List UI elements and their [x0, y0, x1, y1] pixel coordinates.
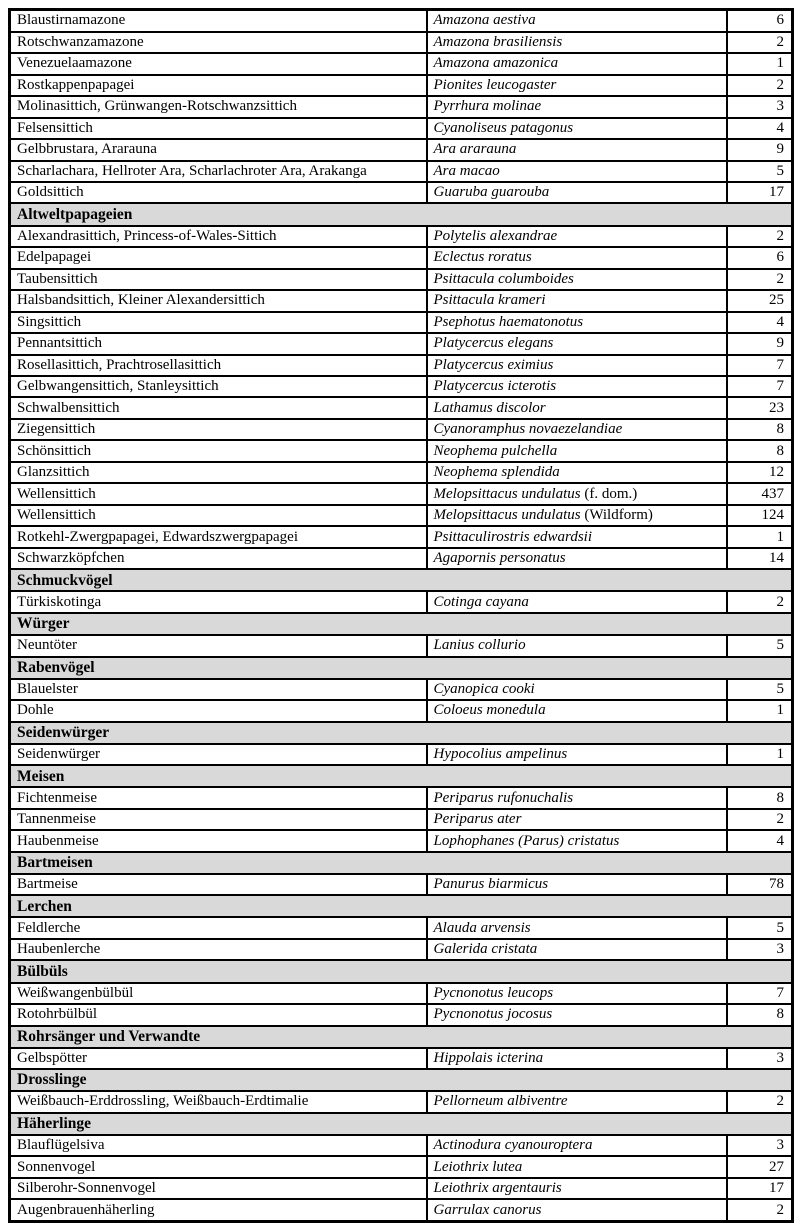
section-header-row	[10, 613, 793, 635]
species-row	[10, 983, 793, 1004]
scientific-name-cell	[427, 1135, 727, 1156]
common-name-cell: Halsbandsittich, Kleiner Alexandersittich	[10, 290, 427, 311]
scientific-name-cell	[427, 830, 727, 851]
count-cell: 3	[727, 1048, 793, 1069]
section-header-label: Bartmeisen	[10, 852, 793, 874]
common-name-cell: Singsittich	[10, 312, 427, 333]
scientific-name-cell	[427, 312, 727, 333]
scientific-name-italic: Amazona brasiliensis	[433, 33, 563, 50]
count-cell: 7	[727, 355, 793, 376]
count-cell: 23	[727, 397, 793, 418]
scientific-name-italic: Actinodura cyanouroptera	[433, 1137, 593, 1154]
species-row	[10, 333, 793, 354]
scientific-name-cell	[427, 874, 727, 895]
common-name-cell: Alexandrasittich, Princess-of-Wales-Sittich	[10, 226, 427, 247]
scientific-name-italic: Platycercus elegans	[433, 335, 554, 352]
scientific-name-italic: Lophophanes (Parus) cristatus	[433, 832, 620, 849]
scientific-name-italic: Platycercus eximius	[433, 356, 554, 373]
count-cell: 3	[727, 939, 793, 960]
section-header-row	[10, 960, 793, 982]
common-name-cell: Wellensittich	[10, 483, 427, 504]
scientific-name-italic: Cotinga cayana	[433, 593, 529, 610]
scientific-name-cell	[427, 440, 727, 461]
species-row	[10, 483, 793, 504]
scientific-name-cell	[427, 32, 727, 53]
common-name-cell: Molinasittich, Grünwangen-Rotschwanzsittich	[10, 96, 427, 117]
species-row	[10, 269, 793, 290]
scientific-name-cell	[427, 1156, 727, 1177]
common-name-cell: Dohle	[10, 700, 427, 721]
species-row	[10, 161, 793, 182]
common-name-cell: Fichtenmeise	[10, 787, 427, 808]
count-cell: 4	[727, 312, 793, 333]
scientific-name-cell	[427, 10, 727, 32]
scientific-name-italic: Ara macao	[433, 162, 500, 179]
species-row	[10, 679, 793, 700]
scientific-name-cell	[427, 290, 727, 311]
common-name-cell: Weißwangenbülbül	[10, 983, 427, 1004]
count-cell: 2	[727, 269, 793, 290]
count-cell: 12	[727, 462, 793, 483]
species-row	[10, 1004, 793, 1025]
count-cell: 2	[727, 1091, 793, 1112]
common-name-cell: Rotkehl-Zwergpapagei, Edwardszwergpapagei	[10, 526, 427, 547]
species-row	[10, 939, 793, 960]
common-name-cell: Sonnenvogel	[10, 1156, 427, 1177]
scientific-name-cell	[427, 787, 727, 808]
count-cell: 6	[727, 10, 793, 32]
scientific-name-cell	[427, 983, 727, 1004]
scientific-name-italic: Platycercus icterotis	[433, 378, 557, 395]
common-name-cell: Blaustirnamazone	[10, 10, 427, 32]
species-row	[10, 744, 793, 765]
section-header-row	[10, 765, 793, 787]
scientific-name-italic: Guaruba guarouba	[433, 184, 550, 201]
species-row	[10, 376, 793, 397]
count-cell: 4	[727, 118, 793, 139]
table-body	[10, 10, 793, 1222]
count-cell: 7	[727, 983, 793, 1004]
species-row	[10, 1178, 793, 1199]
scientific-name-italic: Neophema splendida	[433, 464, 560, 481]
scientific-name-italic: Ara ararauna	[433, 141, 517, 158]
scientific-name-italic: Agapornis personatus	[433, 550, 566, 567]
common-name-cell: Rostkappenpapagei	[10, 75, 427, 96]
scientific-name-italic: Hippolais icterina	[433, 1049, 544, 1066]
section-header-label: Lerchen	[10, 895, 793, 917]
common-name-cell: Augenbrauenhäherling	[10, 1199, 427, 1221]
count-cell: 5	[727, 917, 793, 938]
scientific-name-cell	[427, 1091, 727, 1112]
scientific-name-cell	[427, 376, 727, 397]
section-header-row	[10, 852, 793, 874]
scientific-name-italic: Cyanopica cooki	[433, 680, 535, 697]
scientific-name-cell	[427, 917, 727, 938]
scientific-name-cell	[427, 744, 727, 765]
scientific-name-italic: Lanius collurio	[433, 637, 526, 654]
scientific-name-italic: Pionites leucogaster	[433, 76, 557, 93]
common-name-cell: Ziegensittich	[10, 419, 427, 440]
count-cell: 5	[727, 635, 793, 656]
species-row	[10, 1156, 793, 1177]
species-row	[10, 226, 793, 247]
scientific-name-cell	[427, 139, 727, 160]
scientific-name-italic: Cyanoramphus novaezelandiae	[433, 421, 623, 438]
species-row	[10, 917, 793, 938]
scientific-name-cell	[427, 679, 727, 700]
count-cell: 8	[727, 419, 793, 440]
count-cell: 5	[727, 161, 793, 182]
species-row	[10, 787, 793, 808]
species-row	[10, 1135, 793, 1156]
scientific-name-cell: Melopsittacus undulatus (f. dom.)	[427, 483, 727, 504]
scientific-name-cell	[427, 333, 727, 354]
common-name-cell: Seidenwürger	[10, 744, 427, 765]
section-header-row	[10, 203, 793, 225]
species-row	[10, 548, 793, 569]
common-name-cell: Rotschwanzamazone	[10, 32, 427, 53]
count-cell: 2	[727, 75, 793, 96]
scientific-name-cell	[427, 809, 727, 830]
scientific-name-cell	[427, 591, 727, 612]
species-row	[10, 419, 793, 440]
scientific-name-cell	[427, 75, 727, 96]
section-header-label: Meisen	[10, 765, 793, 787]
scientific-name-italic: Psephotus haematonotus	[433, 313, 584, 330]
common-name-cell: Scharlachara, Hellroter Ara, Scharlachroter Ara, Arakanga	[10, 161, 427, 182]
scientific-name-cell	[427, 1178, 727, 1199]
count-cell: 1	[727, 700, 793, 721]
species-row	[10, 1048, 793, 1069]
species-row	[10, 700, 793, 721]
count-cell: 3	[727, 96, 793, 117]
count-cell: 14	[727, 548, 793, 569]
scientific-name-italic: Amazona amazonica	[433, 55, 559, 72]
scientific-name-cell	[427, 269, 727, 290]
common-name-cell: Türkiskotinga	[10, 591, 427, 612]
section-header-label: Schmuckvögel	[10, 569, 793, 591]
scientific-name-italic: Leiothrix argentauris	[433, 1180, 562, 1197]
species-row	[10, 397, 793, 418]
count-cell: 17	[727, 182, 793, 203]
scientific-name-italic: Coloeus monedula	[433, 702, 546, 719]
common-name-cell: Tannenmeise	[10, 809, 427, 830]
count-cell: 1	[727, 744, 793, 765]
species-row	[10, 462, 793, 483]
section-header-row	[10, 1113, 793, 1135]
species-row	[10, 830, 793, 851]
section-header-label: Rohrsänger und Verwandte	[10, 1026, 793, 1048]
scientific-name-italic: Garrulax canorus	[433, 1201, 542, 1218]
common-name-cell: Haubenlerche	[10, 939, 427, 960]
scientific-name-italic: Eclectus roratus	[433, 249, 532, 266]
species-row	[10, 505, 793, 526]
section-header-label: Bülbüls	[10, 960, 793, 982]
common-name-cell: Taubensittich	[10, 269, 427, 290]
common-name-cell: Edelpapagei	[10, 247, 427, 268]
scientific-name-italic: Psittacula krameri	[433, 292, 546, 309]
count-cell: 4	[727, 830, 793, 851]
common-name-cell: Schönsittich	[10, 440, 427, 461]
scientific-name-italic: Melopsittacus undulatus	[433, 507, 581, 524]
scientific-name-italic: Amazona aestiva	[433, 12, 536, 29]
count-cell: 2	[727, 32, 793, 53]
count-cell: 8	[727, 787, 793, 808]
scientific-name-cell	[427, 1199, 727, 1221]
scientific-name-cell	[427, 182, 727, 203]
common-name-cell: Silberohr-Sonnenvogel	[10, 1178, 427, 1199]
common-name-cell: Venezuelaamazone	[10, 53, 427, 74]
common-name-cell: Blauelster	[10, 679, 427, 700]
common-name-cell: Gelbwangensittich, Stanleysittich	[10, 376, 427, 397]
species-row	[10, 591, 793, 612]
species-row	[10, 635, 793, 656]
common-name-cell: Felsensittich	[10, 118, 427, 139]
section-header-label: Rabenvögel	[10, 657, 793, 679]
section-header-row	[10, 1069, 793, 1091]
species-row	[10, 440, 793, 461]
count-cell: 1	[727, 526, 793, 547]
count-cell: 3	[727, 1135, 793, 1156]
species-row	[10, 1199, 793, 1221]
count-cell: 1	[727, 53, 793, 74]
scientific-name-italic: Periparus ater	[433, 811, 522, 828]
scientific-name-cell	[427, 635, 727, 656]
count-cell: 78	[727, 874, 793, 895]
count-cell: 437	[727, 483, 793, 504]
species-row	[10, 247, 793, 268]
species-row	[10, 312, 793, 333]
common-name-cell: Weißbauch-Erddrossling, Weißbauch-Erdtimalie	[10, 1091, 427, 1112]
species-row	[10, 118, 793, 139]
scientific-name-italic: Polytelis alexandrae	[433, 227, 558, 244]
scientific-name-cell	[427, 526, 727, 547]
scientific-name-italic: Lathamus discolor	[433, 399, 546, 416]
count-cell: 9	[727, 139, 793, 160]
section-header-label: Seidenwürger	[10, 722, 793, 744]
scientific-name-cell	[427, 700, 727, 721]
section-header-label: Altweltpapageien	[10, 203, 793, 225]
section-header-row	[10, 657, 793, 679]
count-cell: 7	[727, 376, 793, 397]
common-name-cell: Schwarzköpfchen	[10, 548, 427, 569]
common-name-cell: Gelbspötter	[10, 1048, 427, 1069]
count-cell: 27	[727, 1156, 793, 1177]
species-row	[10, 290, 793, 311]
species-row	[10, 809, 793, 830]
common-name-cell: Rosellasittich, Prachtrosellasittich	[10, 355, 427, 376]
section-header-row	[10, 895, 793, 917]
species-row	[10, 526, 793, 547]
scientific-name-italic: Psittacula columboides	[433, 270, 574, 287]
scientific-name-cell	[427, 462, 727, 483]
section-header-label: Würger	[10, 613, 793, 635]
scientific-name-italic: Melopsittacus undulatus	[433, 485, 581, 502]
common-name-cell: Blauflügelsiva	[10, 1135, 427, 1156]
species-row	[10, 75, 793, 96]
common-name-cell: Goldsittich	[10, 182, 427, 203]
section-header-row	[10, 722, 793, 744]
species-row	[10, 874, 793, 895]
scientific-name-italic: Periparus rufonuchalis	[433, 789, 574, 806]
count-cell: 25	[727, 290, 793, 311]
common-name-cell: Bartmeise	[10, 874, 427, 895]
scientific-name-italic: Psittaculirostris edwardsii	[433, 528, 592, 545]
scientific-name-italic: Galerida cristata	[433, 941, 538, 958]
scientific-name-italic: Cyanoliseus patagonus	[433, 119, 574, 136]
scientific-name-italic: Leiothrix lutea	[433, 1158, 523, 1175]
common-name-cell: Pennantsittich	[10, 333, 427, 354]
section-header-row	[10, 569, 793, 591]
common-name-cell: Schwalbensittich	[10, 397, 427, 418]
count-cell: 8	[727, 440, 793, 461]
species-row	[10, 32, 793, 53]
scientific-name-cell	[427, 355, 727, 376]
scientific-name-italic: Pellorneum albiventre	[433, 1093, 568, 1110]
common-name-cell: Rotohrbülbül	[10, 1004, 427, 1025]
count-cell: 124	[727, 505, 793, 526]
scientific-name-cell: Melopsittacus undulatus (Wildform)	[427, 505, 727, 526]
species-row	[10, 182, 793, 203]
scientific-name-cell	[427, 939, 727, 960]
species-row	[10, 53, 793, 74]
count-cell: 8	[727, 1004, 793, 1025]
scientific-name-cell	[427, 1004, 727, 1025]
scientific-name-cell	[427, 419, 727, 440]
scientific-name-italic: Hypocolius ampelinus	[433, 745, 568, 762]
scientific-name-cell	[427, 161, 727, 182]
count-cell: 17	[727, 1178, 793, 1199]
scientific-name-cell	[427, 96, 727, 117]
scientific-name-cell	[427, 247, 727, 268]
species-row	[10, 1091, 793, 1112]
common-name-cell: Gelbbrustara, Ararauna	[10, 139, 427, 160]
species-row	[10, 96, 793, 117]
scientific-name-cell	[427, 226, 727, 247]
document-page	[8, 8, 794, 1223]
section-header-row	[10, 1026, 793, 1048]
species-row	[10, 139, 793, 160]
count-cell: 9	[727, 333, 793, 354]
common-name-cell: Glanzsittich	[10, 462, 427, 483]
section-header-label: Drosslinge	[10, 1069, 793, 1091]
common-name-cell: Wellensittich	[10, 505, 427, 526]
count-cell: 2	[727, 591, 793, 612]
common-name-cell: Feldlerche	[10, 917, 427, 938]
scientific-name-cell	[427, 548, 727, 569]
count-cell: 2	[727, 809, 793, 830]
scientific-name-cell	[427, 53, 727, 74]
scientific-name-cell	[427, 118, 727, 139]
scientific-name-italic: Pycnonotus leucops	[433, 984, 554, 1001]
count-cell: 6	[727, 247, 793, 268]
scientific-name-cell	[427, 397, 727, 418]
scientific-name-cell	[427, 1048, 727, 1069]
count-cell: 5	[727, 679, 793, 700]
count-cell: 2	[727, 1199, 793, 1221]
scientific-name-italic: Alauda arvensis	[433, 919, 531, 936]
count-cell: 2	[727, 226, 793, 247]
common-name-cell: Haubenmeise	[10, 830, 427, 851]
common-name-cell: Neuntöter	[10, 635, 427, 656]
section-header-label: Häherlinge	[10, 1113, 793, 1135]
species-row	[10, 10, 793, 32]
scientific-name-italic: Neophema pulchella	[433, 442, 558, 459]
bird-inventory-table	[8, 8, 794, 1223]
scientific-name-italic: Pycnonotus jocosus	[433, 1006, 553, 1023]
species-row	[10, 355, 793, 376]
scientific-name-italic: Panurus biarmicus	[433, 876, 549, 893]
scientific-name-italic: Pyrrhura molinae	[433, 98, 542, 115]
